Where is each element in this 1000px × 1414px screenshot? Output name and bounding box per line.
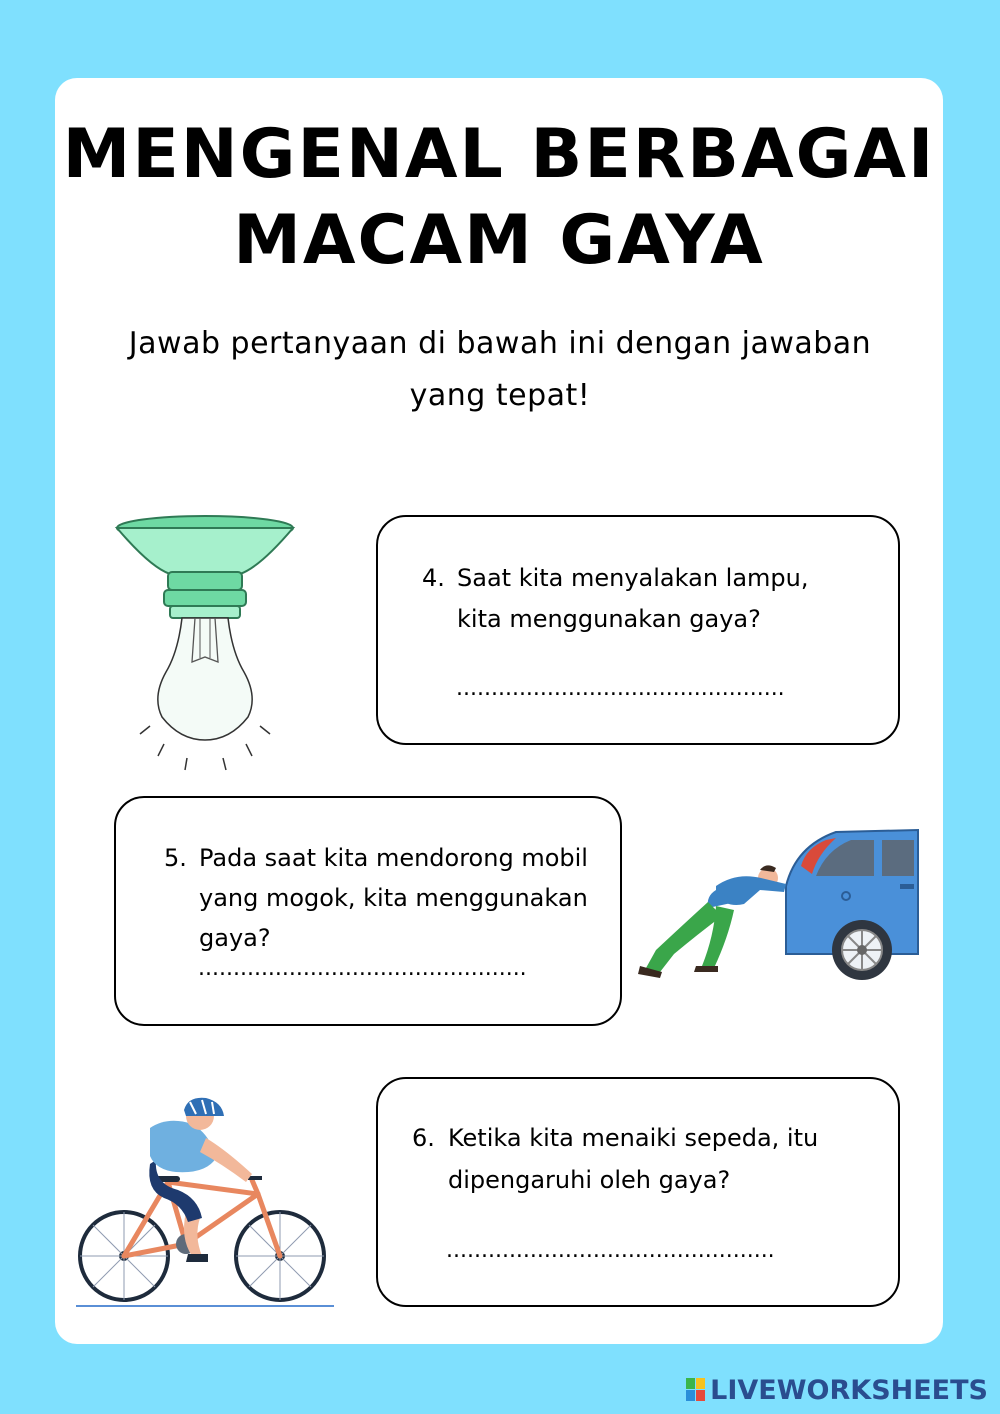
question-6-line-1: Ketika kita menaiki sepeda, itu (448, 1124, 819, 1152)
liveworksheets-watermark[interactable] (686, 1372, 988, 1408)
cyclist-icon (76, 1094, 336, 1310)
question-5-line-1: Pada saat kita mendorong mobil (199, 844, 588, 872)
question-4-line-1: Saat kita menyalakan lampu, (457, 564, 809, 592)
title-line-1: MENGENAL BERBAGAI (62, 115, 936, 194)
question-4-number: 4. (422, 564, 445, 592)
answer-input-6[interactable]: ............................................... (446, 1238, 775, 1263)
question-5-number: 5. (164, 844, 187, 872)
instruction-line-2: yang tepat! (409, 378, 591, 413)
page-title (55, 112, 943, 284)
answer-input-4[interactable]: ............................................... (456, 676, 785, 701)
question-6-number: 6. (412, 1124, 435, 1152)
question-4-line-2: kita menggunakan gaya? (457, 605, 761, 633)
person-pushing-car-icon (636, 826, 918, 986)
light-bulb-icon (110, 512, 300, 782)
answer-input-5[interactable]: ............................................... (198, 956, 527, 981)
question-5-line-3: gaya? (199, 924, 271, 952)
question-6-line-2: dipengaruhi oleh gaya? (448, 1166, 731, 1194)
title-line-2: MACAM GAYA (233, 201, 765, 280)
liveworksheets-logo-icon (686, 1378, 706, 1402)
watermark-text: LIVEWORKSHEETS (710, 1374, 988, 1406)
instruction-text (80, 318, 920, 422)
question-5-line-2: yang mogok, kita menggunakan (199, 884, 588, 912)
instruction-line-1: Jawab pertanyaan di bawah ini dengan jawaban (128, 326, 872, 361)
